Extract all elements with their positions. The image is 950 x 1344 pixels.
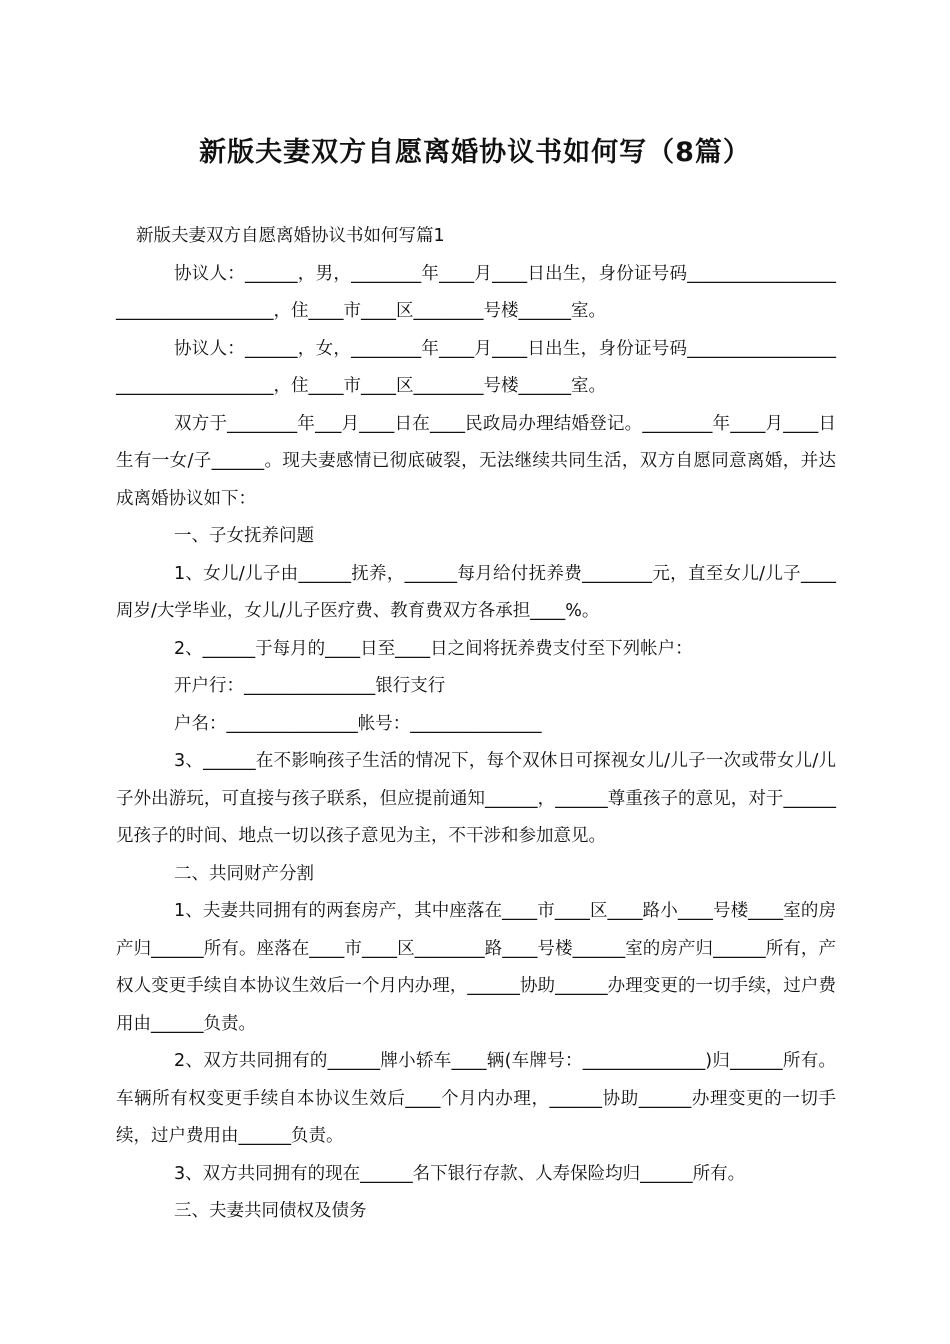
document-title: 新版夫妻双方自愿离婚协议书如何写（8篇） <box>199 137 751 168</box>
paragraph-child-1: 1、女儿/儿子由______抚养，______每月给付抚养费________元，直至女儿/儿子____周岁/大学毕业，女儿/儿子医疗费、教育费双方各承担____%。 <box>116 563 836 621</box>
paragraph-property-1: 1、夫妻共同拥有的两套房产，其中座落在____市____区____路小____号楼____室的房产归______所有。座落在____市____区________路____号楼______室的房产归______所有，产权人变更手续自本协议生效后一个月内办理，______协助______办理变更的一切手续，过户费用由______负责。 <box>116 901 836 1034</box>
paragraph-party-female: 协议人：______，女，________年____月____日出生，身份证号码___________________________________，住____市____区________号楼______室。 <box>116 338 836 396</box>
paragraph-account-name: 户名：_______________帐号：_______________ <box>174 713 542 734</box>
document-body <box>116 218 836 1231</box>
paragraph-property-2: 2、双方共同拥有的______牌小轿车____辆(车牌号：______________)归______所有。车辆所有权变更手续自本协议生效后____个月内办理，______协助______办理变更的一切手续，过户费用由______负责。 <box>116 1051 836 1146</box>
section-subtitle: 新版夫妻双方自愿离婚协议书如何写篇1 <box>136 226 445 246</box>
paragraph-child-2: 2、______于每月的____日至____日之间将抚养费支付至下列帐户： <box>174 638 693 659</box>
paragraph-property-3: 3、双方共同拥有的现在______名下银行存款、人寿保险均归______所有。 <box>174 1163 746 1184</box>
paragraph-bank-branch: 开户行：_______________银行支行 <box>174 676 446 696</box>
heading-property-division: 二、共同财产分割 <box>174 863 314 884</box>
paragraph-child-3: 3、______在不影响孩子生活的情况下，每个双休日可探视女儿/儿子一次或带女儿/儿子外出游玩，可直接与孩子联系，但应提前通知______，______尊重孩子的意见，对于______见孩子的时间、地点一切以孩子意见为主，不干涉和参加意见。 <box>116 751 836 846</box>
heading-child-custody: 一、子女抚养问题 <box>174 526 314 546</box>
paragraph-marriage-info: 双方于________年___月____日在____民政局办理结婚登记。________年____月____日生有一女/子______。现夫妻感情已彻底破裂，无法继续共同生活，双方自愿同意离婚，并达成离婚协议如下： <box>116 413 836 509</box>
paragraph-party-male: 协议人：______，男，________年____月____日出生，身份证号码___________________________________，住____市____区________号楼______室。 <box>116 263 836 321</box>
heading-debts: 三、夫妻共同债权及债务 <box>174 1201 367 1221</box>
